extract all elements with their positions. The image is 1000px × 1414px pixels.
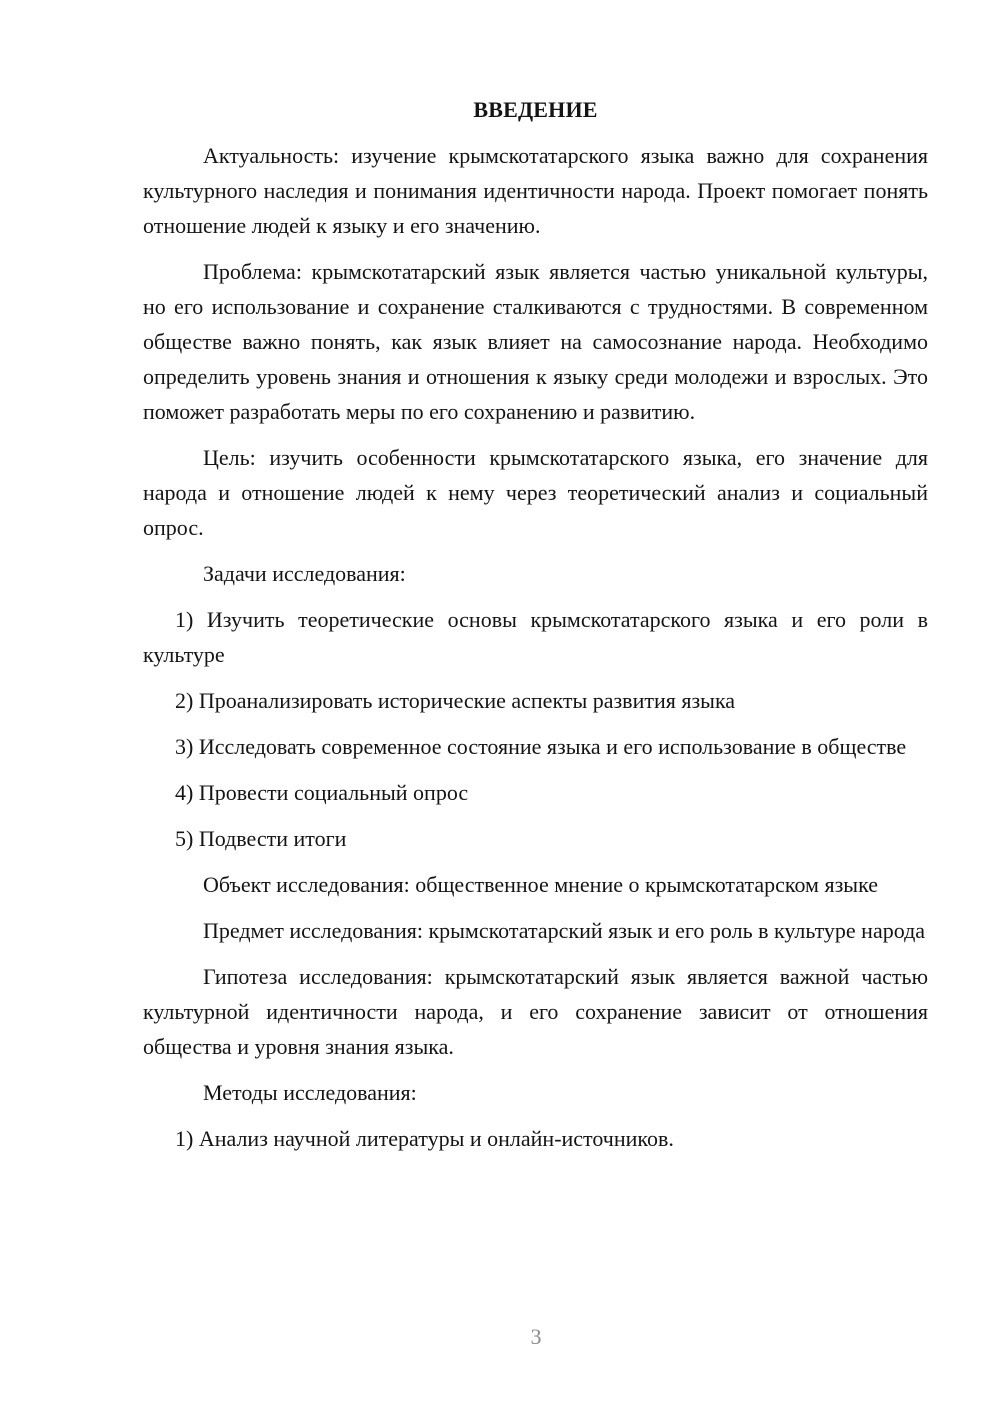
tasks-heading: Задачи исследования: — [203, 561, 406, 586]
paragraph-goal: Цель: изучить особенности крымскотатарского языка, его значение для народа и отношение людей к нему через теоретический анализ и социальный опрос. — [143, 445, 928, 540]
task-item: 4) Провести социальный опрос — [175, 780, 469, 805]
spacer — [143, 128, 928, 138]
spacer — [143, 718, 928, 729]
spacer — [143, 948, 928, 959]
spacer — [143, 810, 928, 821]
spacer — [143, 672, 928, 683]
page-number: 3 — [530, 1324, 542, 1349]
spacer — [143, 591, 928, 602]
spacer — [143, 856, 928, 867]
task-item: 5) Подвести итоги — [175, 826, 347, 851]
methods-heading: Методы исследования: — [203, 1080, 417, 1105]
spacer — [143, 243, 928, 254]
task-item: 3) Исследовать современное состояние языка и его использование в обществе — [175, 734, 907, 759]
method-item: 1) Анализ научной литературы и онлайн-источников. — [175, 1126, 674, 1151]
paragraph-object: Объект исследования: общественное мнение о крымскотатарском языке — [203, 872, 878, 897]
paragraph-actuality: Актуальность: изучение крымскотатарского языка важно для сохранения культурного наследия и понимания идентичности народа. Проект помогает понять отношение людей к языку и его значению. — [143, 143, 928, 238]
task-item: 2) Проанализировать исторические аспекты развития языка — [175, 688, 736, 713]
paragraph-hypothesis: Гипотеза исследования: крымскотатарский язык является важной частью культурной идентичности народа, и его сохранение зависит от отношения общества и уровня знания языка. — [143, 964, 928, 1059]
spacer — [143, 545, 928, 556]
spacer — [143, 1110, 928, 1121]
task-item: 1) Изучить теоретические основы крымскотатарского языка и его роли в культуре — [143, 607, 928, 667]
paragraph-problem: Проблема: крымскотатарский язык является частью уникальной культуры, но его использование и сохранение сталкиваются с трудностями. В современном обществе важно понять, как язык влияет на самосознание народа. Необходимо определить уровень знания и отношения к языку среди молодежи и взрослых. Это поможет разработать меры по его сохранению и развитию. — [143, 259, 928, 424]
document-title: ВВЕДЕНИЕ — [473, 97, 598, 122]
spacer — [143, 764, 928, 775]
spacer — [143, 429, 928, 440]
spacer — [143, 902, 928, 913]
paragraph-subject: Предмет исследования: крымскотатарский язык и его роль в культуре народа — [203, 918, 926, 943]
spacer — [143, 1064, 928, 1075]
document-page — [143, 92, 928, 1156]
